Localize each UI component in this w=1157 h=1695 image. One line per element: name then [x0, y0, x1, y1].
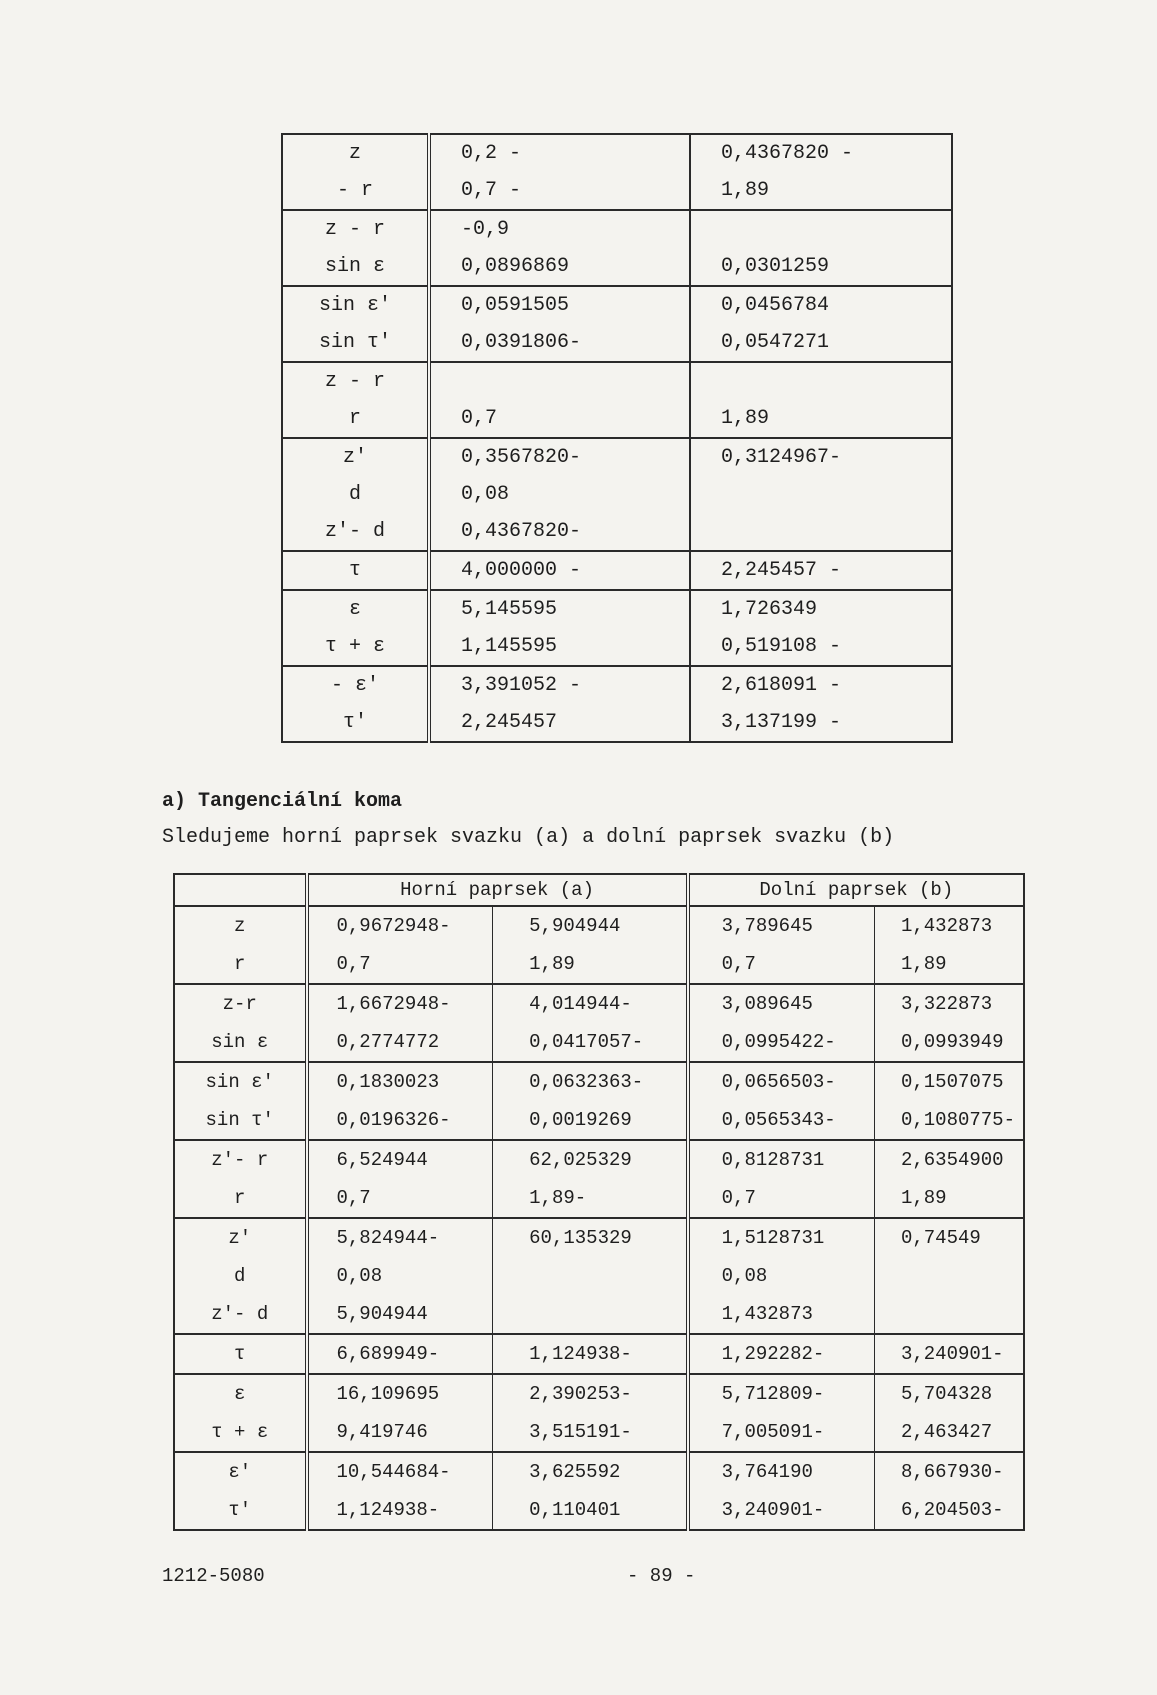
table-row	[174, 906, 1024, 945]
table-row	[282, 704, 952, 742]
value-cell-c2: 0,0456784	[721, 294, 830, 317]
table-row	[282, 286, 952, 324]
value-cell-b1: 0,08	[688, 1257, 875, 1295]
value-cell-c1: 2,245457	[429, 704, 690, 742]
row-label: z-r	[174, 984, 307, 1023]
value-cell-b1: 0,0995422-	[688, 1023, 875, 1062]
table-row	[174, 1452, 1024, 1491]
value-cell-a2: 0,0019269	[493, 1101, 688, 1140]
row-label: z	[282, 134, 429, 172]
page-number: - 89 -	[627, 1565, 696, 1587]
value-cell-a1: 6,524944	[307, 1140, 493, 1179]
value-cell-a2: 0,0417057-	[493, 1023, 688, 1062]
value-cell-b1: 0,8128731	[688, 1140, 875, 1179]
row-label: sin ε'	[282, 286, 429, 324]
table-row	[174, 1179, 1024, 1218]
row-label: τ + ε	[174, 1413, 307, 1452]
table-row	[174, 1257, 1024, 1295]
value-cell-a1: 0,9672948-	[307, 906, 493, 945]
row-label: sin τ'	[282, 324, 429, 362]
value-cell-c2: 2,245457 -	[721, 559, 842, 582]
calculation-table-2-body	[174, 906, 1024, 1530]
value-cell-b2: 0,1507075	[900, 1071, 1004, 1093]
value-cell-b2: 8,667930-	[900, 1461, 1004, 1483]
row-label: ε	[282, 590, 429, 628]
value-cell-c2: 0,3124967-	[721, 446, 842, 469]
value-cell-a1: 5,824944-	[307, 1218, 493, 1257]
table-row	[282, 513, 952, 551]
row-label: τ	[174, 1334, 307, 1374]
row-label: r	[174, 945, 307, 984]
value-cell-a2: 62,025329	[493, 1140, 688, 1179]
table-row	[174, 1491, 1024, 1530]
value-cell-a2: 1,89-	[493, 1179, 688, 1218]
value-cell-b1: 5,712809-	[688, 1374, 875, 1413]
table-row	[282, 551, 952, 590]
value-cell-c1: 0,08	[429, 476, 690, 513]
value-cell-b2	[874, 1257, 1024, 1295]
table-row	[282, 324, 952, 362]
value-cell-a2	[493, 1257, 688, 1295]
value-cell-b1: 3,089645	[688, 984, 875, 1023]
value-cell-a1: 0,7	[307, 1179, 493, 1218]
value-cell-b1: 1,292282-	[688, 1334, 875, 1374]
value-cell-c2: 0,4367820 -	[721, 142, 854, 165]
value-cell-b2: 0,0993949	[900, 1031, 1004, 1053]
value-cell-a2: 1,124938-	[493, 1334, 688, 1374]
value-cell-c1: -0,9	[429, 210, 690, 248]
value-cell-b2: 3,240901-	[900, 1343, 1004, 1365]
value-cell-b1: 1,432873	[688, 1295, 875, 1334]
document-code: 1212-5080	[162, 1565, 265, 1587]
row-label: d	[174, 1257, 307, 1295]
value-cell-a1: 0,08	[307, 1257, 493, 1295]
value-cell-a1: 0,0196326-	[307, 1101, 493, 1140]
value-cell-c1: 0,7	[429, 400, 690, 438]
row-label: z - r	[282, 210, 429, 248]
row-label: z'- d	[282, 513, 429, 551]
value-cell-b1: 3,240901-	[688, 1491, 875, 1530]
row-label: ε'	[174, 1452, 307, 1491]
table-row	[174, 1101, 1024, 1140]
row-label: sin ε'	[174, 1062, 307, 1101]
value-cell-a2: 0,0632363-	[493, 1062, 688, 1101]
value-cell-a1: 0,2774772	[307, 1023, 493, 1062]
value-cell-a2: 5,904944	[493, 906, 688, 945]
value-cell-c1: 0,0591505	[429, 286, 690, 324]
value-cell-a2: 0,110401	[493, 1491, 688, 1530]
table-row	[282, 362, 952, 400]
value-cell-a1: 0,7	[307, 945, 493, 984]
row-label: τ'	[174, 1491, 307, 1530]
value-cell-a1: 16,109695	[307, 1374, 493, 1413]
row-label: z'	[174, 1218, 307, 1257]
table-row	[174, 1023, 1024, 1062]
value-cell-b2: 1,89	[900, 953, 947, 975]
row-label: - ε'	[282, 666, 429, 704]
value-cell-a2: 3,515191-	[493, 1413, 688, 1452]
table-row	[174, 1218, 1024, 1257]
value-cell-b2	[874, 1295, 1024, 1334]
section-sentence: Sledujeme horní paprsek svazku (a) a dolní paprsek svazku (b)	[162, 826, 895, 849]
table-row	[282, 172, 952, 210]
value-cell-c1: 0,3567820-	[429, 438, 690, 476]
value-cell-b2: 0,1080775-	[900, 1109, 1015, 1131]
row-label: z - r	[282, 362, 429, 400]
table-row	[174, 1374, 1024, 1413]
row-label: z'	[282, 438, 429, 476]
value-cell-b1: 3,789645	[688, 906, 875, 945]
value-cell-b2: 1,432873	[900, 915, 993, 937]
value-cell-b2: 6,204503-	[900, 1499, 1004, 1521]
row-label: z'- d	[174, 1295, 307, 1334]
value-cell-a1: 6,689949-	[307, 1334, 493, 1374]
value-cell-c2: 1,89	[721, 407, 770, 430]
value-cell-a2: 3,625592	[493, 1452, 688, 1491]
value-cell-c1	[429, 362, 690, 400]
header-lower-ray: Dolní paprsek (b)	[759, 879, 954, 901]
table-row	[174, 984, 1024, 1023]
value-cell-c1: 4,000000 -	[429, 551, 690, 590]
section-heading: a) Tangenciální koma	[162, 790, 403, 813]
value-cell-b2: 0,74549	[900, 1227, 981, 1249]
value-cell-c2	[690, 513, 952, 551]
value-cell-c2	[690, 362, 952, 400]
value-cell-b1: 0,0656503-	[688, 1062, 875, 1101]
table-row	[174, 945, 1024, 984]
value-cell-b1: 3,764190	[688, 1452, 875, 1491]
table-row	[282, 400, 952, 438]
value-cell-c2: 0,519108 -	[721, 635, 842, 658]
calculation-table-1	[281, 133, 953, 743]
calculation-table-1-body	[282, 134, 952, 742]
value-cell-b2: 3,322873	[900, 993, 993, 1015]
value-cell-c1: 0,7 -	[429, 172, 690, 210]
table-row	[282, 134, 952, 172]
value-cell-a1: 10,544684-	[307, 1452, 493, 1491]
value-cell-b1: 7,005091-	[688, 1413, 875, 1452]
row-label: τ	[282, 551, 429, 590]
value-cell-b2: 2,463427	[900, 1421, 993, 1443]
value-cell-c1: 0,4367820-	[429, 513, 690, 551]
value-cell-c1: 3,391052 -	[429, 666, 690, 704]
value-cell-c1: 0,2 -	[429, 134, 690, 172]
value-cell-a2: 4,014944-	[493, 984, 688, 1023]
row-label: τ'	[282, 704, 429, 742]
value-cell-a2: 1,89	[493, 945, 688, 984]
table-row	[282, 438, 952, 476]
table-row	[174, 1334, 1024, 1374]
value-cell-c1: 0,0896869	[429, 248, 690, 286]
value-cell-a2	[493, 1295, 688, 1334]
table-row	[174, 1062, 1024, 1101]
value-cell-c2: 1,89	[721, 179, 770, 202]
row-label: ε	[174, 1374, 307, 1413]
value-cell-a2: 2,390253-	[493, 1374, 688, 1413]
value-cell-b1: 1,5128731	[688, 1218, 875, 1257]
value-cell-a1: 1,6672948-	[307, 984, 493, 1023]
table-row	[174, 1140, 1024, 1179]
row-label: z'- r	[174, 1140, 307, 1179]
value-cell-a1: 5,904944	[307, 1295, 493, 1334]
value-cell-c2: 0,0547271	[721, 331, 830, 354]
value-cell-c2: 2,618091 -	[721, 674, 842, 697]
table-row	[282, 666, 952, 704]
table-row	[282, 476, 952, 513]
value-cell-c1: 1,145595	[429, 628, 690, 666]
table-row	[282, 628, 952, 666]
value-cell-c2: 1,726349	[721, 598, 818, 621]
calculation-table-2	[173, 873, 1025, 1531]
value-cell-c2: 0,0301259	[721, 255, 830, 278]
value-cell-b1: 0,7	[688, 945, 875, 984]
row-label: - r	[282, 172, 429, 210]
value-cell-b2: 5,704328	[900, 1383, 993, 1405]
header-empty-cell	[174, 874, 307, 906]
row-label: τ + ε	[282, 628, 429, 666]
value-cell-b1: 0,0565343-	[688, 1101, 875, 1140]
row-label: sin τ'	[174, 1101, 307, 1140]
value-cell-b2: 2,6354900	[900, 1149, 1004, 1171]
row-label: r	[282, 400, 429, 438]
value-cell-a2: 60,135329	[493, 1218, 688, 1257]
value-cell-c2	[690, 210, 952, 248]
value-cell-a1: 9,419746	[307, 1413, 493, 1452]
row-label: sin ε	[174, 1023, 307, 1062]
row-label: r	[174, 1179, 307, 1218]
row-label: d	[282, 476, 429, 513]
value-cell-c2: 3,137199 -	[721, 711, 842, 734]
table-row	[282, 248, 952, 286]
table-row	[174, 1413, 1024, 1452]
table-2-header-row	[174, 874, 1024, 906]
value-cell-c2	[690, 476, 952, 513]
row-label: sin ε	[282, 248, 429, 286]
value-cell-b2: 1,89	[900, 1187, 947, 1209]
value-cell-a1: 1,124938-	[307, 1491, 493, 1530]
table-row	[282, 590, 952, 628]
row-label: z	[174, 906, 307, 945]
value-cell-a1: 0,1830023	[307, 1062, 493, 1101]
value-cell-b1: 0,7	[688, 1179, 875, 1218]
value-cell-c1: 5,145595	[429, 590, 690, 628]
header-upper-ray: Horní paprsek (a)	[307, 874, 688, 906]
value-cell-c1: 0,0391806-	[429, 324, 690, 362]
table-row	[282, 210, 952, 248]
table-row	[174, 1295, 1024, 1334]
